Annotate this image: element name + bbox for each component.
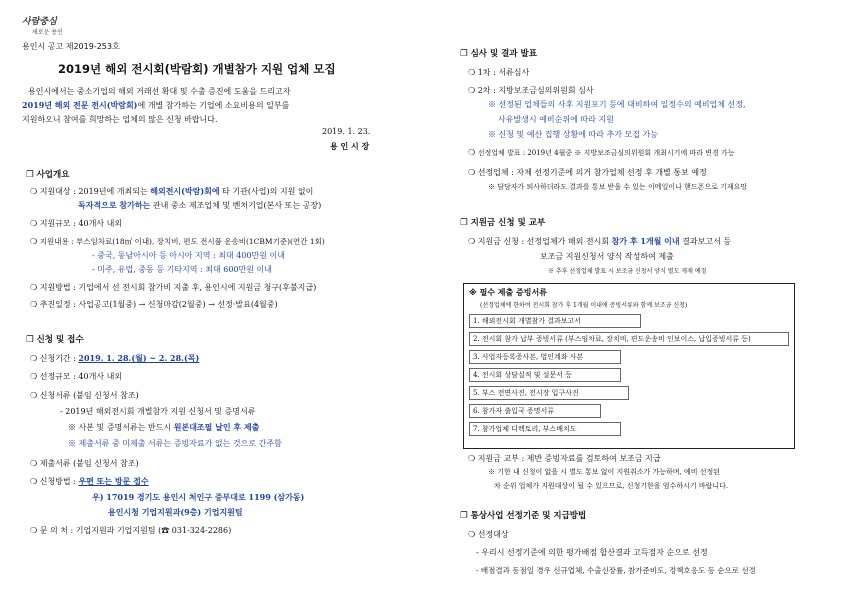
criteria-line-1: - 우리시 선정기준에 의한 평가배점 합산결과 고득점자 순으로 선정 [476,548,708,557]
grant-apply-row-2: 보조금 지원신청서 양식 작성하여 제출 [540,252,674,261]
intro-line-2 [22,100,289,111]
circle-icon: ❍ [468,68,476,77]
review-note-1: ※ 선정된 업체들의 사후 지원포기 등에 대비하여 일정수의 예비업체 선정, [488,100,746,109]
circle-icon: ❍ [30,219,38,228]
notice-number: 용인시 공고 제2019-253호 [22,42,120,51]
grant-apply-note: ※ 추후 선정업체 발표 시 보조금 신청서 양식 별도 게재 예정 [548,268,707,275]
circle-icon: ❍ [30,187,38,196]
intro-highlight: 2019년 해외 전문 전시(박람회) [22,100,138,110]
required-doc-item-label: 5. 부스 전면사진, 전시장 입구사진 [473,389,579,397]
square-icon: ❐ [460,218,468,228]
review-round-2: ❍ 2차 : 지방보조금심의위원회 심사 [468,86,594,95]
intro-line-1: 용인시에서는 중소기업의 해외 거래선 확대 및 수출 증진에 도움을 드리고자 [28,87,291,96]
notify-note: ※ 담당자가 퇴사하더라도 결과를 통보 받을 수 있는 이메일이나 핸드폰으로 기재요망 [488,183,748,191]
intro-line-3: 지원하오니 참여를 희망하는 업체의 많은 신청 바랍니다. [22,115,218,124]
docs-detail: - 2019년 해외전시회 개별참가 지원 신청서 및 증명서류 [60,407,256,416]
grant-apply-row: ❍ 지원금 신청 : 선정업체가 해외 전시회 참가 후 1개월 이내 결과보고서 등 [468,236,732,246]
circle-icon: ❍ [468,454,476,463]
required-doc-item [469,314,641,328]
required-doc-item-label: 6. 참가자 출입국 증명서류 [473,407,554,415]
required-doc-item [469,368,621,382]
circle-icon: ❍ [30,526,38,535]
circle-icon: ❍ [30,391,38,400]
circle-icon: ❍ [468,148,476,157]
content-row: ❍ 지원내용 : 부스임차료(18㎡ 이내), 장치비, 편도 전시품 운송비(1CBM기준)(연간 1회) [30,237,325,246]
submit-docs-row: ❍ 제출서류 (붙임 신청서 참조) [30,459,139,468]
notice-date: 2019. 1. 23. [322,127,371,136]
docs-row: ❍ 신청서류 (붙임 신청서 참조) [30,391,139,400]
circle-icon: ❍ [468,530,476,539]
required-doc-item [469,386,629,400]
criteria-line-2: - 배점결과 동점일 경우 신규업체, 수출신장률, 참가준비도, 정책호응도 등 순으로 선정 [476,566,756,575]
circle-icon: ❍ [30,354,38,363]
required-doc-item-label: 2. 전시회 참가 납부 증빙서류 (부스임차료, 장치비, 편도운송비 인보이스, 납입증빙서류 등) [473,335,751,343]
required-doc-item-label: 1. 해외전시회 개별참가 결과보고서 [473,317,582,325]
square-icon: ❐ [460,511,468,521]
content-asia: - 중국, 동남아시아 등 아시아 지역 : 최대 400만원 이내 [92,251,285,260]
criteria-target-row: ❍ 선정대상 [468,530,509,539]
square-icon: ❐ [26,170,34,180]
required-doc-item-label: 3. 사업자등록증사본, 법인계좌 사본 [473,353,584,361]
circle-icon: ❍ [30,237,38,246]
logo [22,14,63,36]
grant-pay-note-1: ※ 기한 내 신청이 없을 시 별도 통보 없이 지원취소가 가능하며, 예비 선정된 [488,468,721,476]
address: 우) 17019 경기도 용인시 처인구 중부대로 1199 (삼가동) [92,492,305,502]
circle-icon: ❍ [30,372,38,381]
logo-line2: 새로운 용인 [32,29,63,36]
required-doc-item-label: 7. 참가업체 디렉토리, 부스배치도 [473,425,577,433]
section-apply-heading: ❐ 신청 및 접수 [26,335,84,345]
section-overview-heading: ❐ 사업개요 [26,170,70,180]
required-doc-item [469,422,621,436]
method-row: ❍ 지원방법 : 기업에서 선 전시회 참가비 지출 후, 용인시에 지원금 청구(후불지급) [30,283,317,292]
intro-line-2-rest: 에 개별 참가하는 기업에 소요비용의 일부를 [137,101,290,110]
required-doc-item-label: 4. 전시회 상담실적 및 설문서 등 [473,371,572,379]
grant-pay-note-2: 차 순위 업체가 지원대상이 될 수 있으므로, 신청기한을 엄수하시기 바랍니다. [494,482,729,490]
square-icon: ❐ [460,49,468,59]
required-doc-item [469,332,789,346]
page-title: 2019년 해외 전시회(박람회) 개별참가 지원 업체 모집 [58,62,336,76]
section-grant-heading: ❐ 지원금 신청 및 교부 [460,218,546,228]
notify-row: ❍ 선정업체 : 자체 선정기준에 의거 참가업체 선정 후 개별 통보 예정 [468,168,707,177]
required-doc-item [469,350,621,364]
required-doc-item [469,404,601,418]
scale-row: ❍ 지원규모 : 40개사 내외 [30,219,123,228]
review-note-3: ※ 신청 및 예산 집행 상황에 따라 추가 모집 가능 [488,130,658,139]
circle-icon: ❍ [30,300,38,309]
circle-icon: ❍ [30,477,38,486]
square-icon: ❐ [26,335,34,345]
target-row-2: 독자적으로 참가하는 관내 중소 제조업체 및 벤처기업(본사 또는 공장) [78,200,322,210]
logo-line1: 사람중심 [22,17,57,27]
required-docs-title: ※ 필수 제출 증빙서류 [469,288,547,297]
contact-row: ❍ 문 의 처 : 기업지원과 기업지원팀 (☎ 031-324-2286) [30,526,232,535]
required-docs-subtitle: (선정업체에 한하여 전시회 참가 후 1개월 이내에 증빙서류와 함께 보조금 신청) [480,302,688,309]
grant-pay-row: ❍ 지원금 교부 : 제반 증빙자료를 검토하여 보조금 지급 [468,454,661,463]
section-review-heading: ❐ 심사 및 결과 발표 [460,49,537,59]
circle-icon: ❍ [30,283,38,292]
target-row: ❍ 지원대상 : 2019년에 개최되는 해외전시(박람)회에 타 기관(사업)의 지원 없이 [30,186,314,196]
review-note-2: 사유발생시 예비순위에 따라 지원 [498,115,614,124]
announce-row: ❍ 선정업체 발표 : 2019년 4월중 ※ 지방보조금심의위원회 개최시기에 따라 변경 가능 [468,148,735,157]
docs-note-2: ※ 제출서류 중 미제출 서류는 증빙자료가 없는 것으로 간주함 [68,439,282,448]
schedule-row: ❍ 추진일정 : 사업공고(1월중) → 신청마감(2월중) → 선정·발표(4월중) [30,300,278,309]
docs-note-1: ※ 사본 및 증명서류는 반드시 원본대조필 날인 후 제출 [68,422,260,432]
section-criteria-heading: ❐ 통상사업 선정기준 및 지급방법 [460,511,587,521]
select-scale-row: ❍ 선정규모 : 40개사 내외 [30,372,123,381]
period-row: ❍ 신청기간 : 2019. 1. 28.(월) ~ 2. 28.(목) [30,353,200,363]
apply-method-row: ❍ 신청방법 : 우편 또는 방문 접수 [30,476,149,486]
signer: 용 인 시 장 [330,141,370,151]
department: 용인시청 기업지원과(9층) 기업지원팀 [108,507,243,517]
review-round-1: ❍ 1차 : 서류심사 [468,68,530,77]
circle-icon: ❍ [468,168,476,177]
circle-icon: ❍ [468,86,476,95]
content-other: - 미주, 유럽, 중동 등 기타지역 : 최대 600만원 이내 [92,265,273,274]
circle-icon: ❍ [468,237,476,246]
circle-icon: ❍ [30,459,38,468]
